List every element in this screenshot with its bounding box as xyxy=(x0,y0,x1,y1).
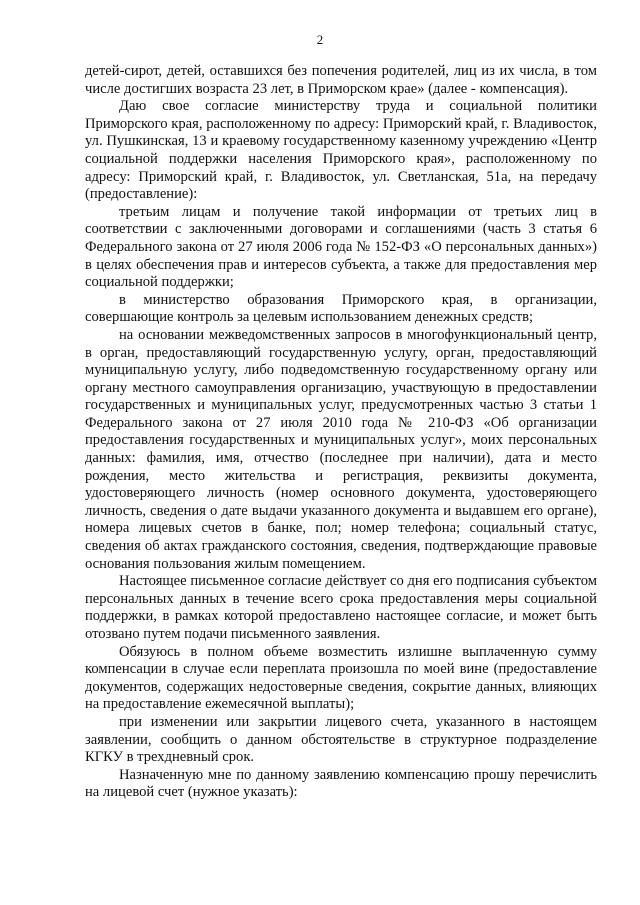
paragraph-continuation: детей-сирот, детей, оставшихся без попечения родителей, лиц из их числа, в том числе достигших возраста 23 лет, в Приморском крае» (далее - компенсация). xyxy=(85,63,597,97)
paragraph-validity: Настоящее письменное согласие действует со дня его подписания субъектом персональных данных в течение всего срока предоставления меры социальной поддержки, в рамках которой предоставлено настоящее согласие, и может быть отозвано путем подачи письменного заявления. xyxy=(85,573,597,642)
paragraph-consent: Даю свое согласие министерству труда и социальной политики Приморского края, расположенному по адресу: Приморский край, г. Владивосток, ул. Пушкинская, 13 и краевому государственному казенному учреждению «Центр социальной поддержки населения Приморского края», расположенному по адресу: Приморский край, г. Владивосток, ул. Светланская, 51а, на передачу (предоставление): xyxy=(85,98,597,203)
document-body xyxy=(85,63,597,802)
paragraph-reimbursement: Обязуюсь в полном объеме возместить излишне выплаченную сумму компенсации в случае если переплата произошла по моей вине (предоставление документов, содержащих недостоверные сведения, сокрытие данных, влияющих на предоставление ежемесячной выплаты); xyxy=(85,643,597,713)
paragraph-third-parties: третьим лицам и получение такой информации от третьих лиц в соответствии с заключенными договорами и соглашениями (часть 3 статья 6 Федерального закона от 27 июля 2006 года № 152-ФЗ «О персональных данных») в целях обеспечения прав и интересов субъекта, а также для предоставления мер социальной поддержки; xyxy=(85,203,597,291)
page-number: 2 xyxy=(316,32,324,47)
paragraph-payment-request: Назначенную мне по данному заявлению компенсацию прошу перечислить на лицевой счет (нужное указать): xyxy=(85,766,597,801)
paragraph-interagency-requests: на основании межведомственных запросов в многофункциональный центр, в орган, предоставляющий государственную услугу, орган, предоставляющий муниципальную услугу, либо подведомственную государственному органу или органу местного самоуправления организацию, участвующую в предоставлении государственных и муниципальных услуг, предусмотренных частью 3 статьи 1 Федерального закона от 27 июля 2010 года № 210-ФЗ «Об организации предоставления государственных и муниципальных услуг», моих персональных данных: фамилия, имя, отчество (последнее при наличии), дата и место рождения, место жительства и регистрация, реквизиты документа, удостоверяющего личность (номер основного документа, удостоверяющего личность, сведения о дате выдачи указанного документа и выдавшем его органе), номера лицевых счетов в банке, пол; номер телефона; социальный статус, сведения об актах гражданского состояния, сведения, подтверждающие правовые основания пользования жилым помещением. xyxy=(85,326,597,572)
paragraph-education-ministry: в министерство образования Приморского края, в организации, совершающие контроль за целевым использованием денежных средств; xyxy=(85,291,597,326)
paragraph-account-change: при изменении или закрытии лицевого счета, указанного в настоящем заявлении, сообщить о данном обстоятельстве в структурное подразделение КГКУ в трехдневный срок. xyxy=(85,713,597,766)
